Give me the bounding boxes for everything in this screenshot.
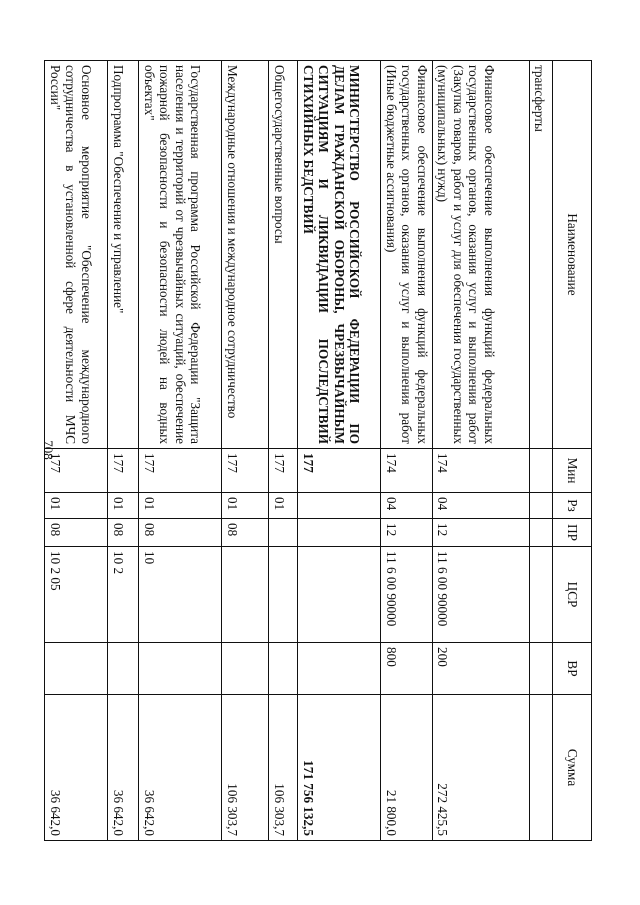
cell-min: 174 <box>381 449 433 493</box>
header-csr: ЦСР <box>553 547 592 643</box>
table-row <box>269 61 298 841</box>
table-row <box>298 61 381 841</box>
cell-vr <box>222 643 269 695</box>
cell-pr: 08 <box>108 519 139 547</box>
table-row <box>530 61 553 841</box>
cell-vr <box>298 643 381 695</box>
cell-vr <box>269 643 298 695</box>
cell-csr: 10 2 <box>108 547 139 643</box>
cell-pr <box>269 519 298 547</box>
cell-sum: 272 425,5 <box>433 695 530 841</box>
cell-min: 177 <box>108 449 139 493</box>
cell-vr: 200 <box>433 643 530 695</box>
cell-rz <box>530 493 553 519</box>
table-row <box>381 61 433 841</box>
cell-pr: 12 <box>381 519 433 547</box>
cell-pr <box>530 519 553 547</box>
cell-name: Основное мероприятие "Обеспечение международного сотрудничества в установленной сфере деятельности МЧС России" <box>45 61 108 449</box>
cell-sum: 106 303,7 <box>269 695 298 841</box>
cell-min: 177 <box>222 449 269 493</box>
cell-name: МИНИСТЕРСТВО РОССИЙСКОЙ ФЕДЕРАЦИИ ПО ДЕЛАМ ГРАЖДАНСКОЙ ОБОРОНЫ, ЧРЕЗВЫЧАЙНЫМ СИТУАЦИЯМ И ЛИКВИДАЦИИ ПОСЛЕДСТВИЙ СТИХИЙНЫХ БЕДСТВИЙ <box>298 61 381 449</box>
header-name: Наименование <box>553 61 592 449</box>
cell-csr: 11 6 00 90000 <box>381 547 433 643</box>
table-row <box>222 61 269 841</box>
cell-pr <box>298 519 381 547</box>
cell-vr: 800 <box>381 643 433 695</box>
cell-name: Государственная программа Российской Федерации "Защита населения и территорий от чрезвычайных ситуаций, обеспечение пожарной безопасности и безопасности людей на водных объектах" <box>139 61 222 449</box>
cell-csr: 11 6 00 90000 <box>433 547 530 643</box>
cell-name: Финансовое обеспечение выполнения функций федеральных государственных органов, оказания услуг и выполнения работ (Иные бюджетные ассигнования) <box>381 61 433 449</box>
table-row <box>139 61 222 841</box>
cell-min: 177 <box>45 449 108 493</box>
cell-sum: 106 303,7 <box>222 695 269 841</box>
cell-sum: 21 800,0 <box>381 695 433 841</box>
cell-rz: 01 <box>222 493 269 519</box>
header-sum: Сумма <box>553 695 592 841</box>
cell-name: трансферты <box>530 61 553 449</box>
cell-csr: 10 2 05 <box>45 547 108 643</box>
cell-min <box>530 449 553 493</box>
cell-rz: 01 <box>108 493 139 519</box>
header-min: Мин <box>553 449 592 493</box>
table-row <box>45 61 108 841</box>
cell-name: Международные отношения и международное сотрудничество <box>222 61 269 449</box>
page-number: 708 <box>41 440 56 460</box>
cell-csr: 10 <box>139 547 222 643</box>
cell-min: 177 <box>298 449 381 493</box>
cell-csr <box>222 547 269 643</box>
cell-sum: 171 756 132,5 <box>298 695 381 841</box>
cell-sum: 36 642,0 <box>108 695 139 841</box>
cell-rz <box>298 493 381 519</box>
cell-vr <box>45 643 108 695</box>
cell-min: 177 <box>139 449 222 493</box>
cell-name: Финансовое обеспечение выполнения функций федеральных государственных органов, оказания услуг и выполнения работ (Закупка товаров, работ и услуг для обеспечения государственных (муниципальных) нужд) <box>433 61 530 449</box>
cell-vr <box>139 643 222 695</box>
cell-name: Общегосударственные вопросы <box>269 61 298 449</box>
cell-vr <box>530 643 553 695</box>
cell-min: 177 <box>269 449 298 493</box>
cell-rz: 04 <box>381 493 433 519</box>
cell-rz: 01 <box>45 493 108 519</box>
cell-pr: 12 <box>433 519 530 547</box>
table-row <box>108 61 139 841</box>
cell-pr: 08 <box>139 519 222 547</box>
cell-pr: 08 <box>222 519 269 547</box>
cell-sum: 36 642,0 <box>139 695 222 841</box>
cell-rz: 01 <box>139 493 222 519</box>
header-pr: ПР <box>553 519 592 547</box>
table-header-row <box>553 61 592 841</box>
cell-sum <box>530 695 553 841</box>
cell-sum: 36 642,0 <box>45 695 108 841</box>
cell-vr <box>108 643 139 695</box>
table-row <box>433 61 530 841</box>
header-vr: ВР <box>553 643 592 695</box>
cell-pr: 08 <box>45 519 108 547</box>
cell-csr <box>298 547 381 643</box>
cell-csr <box>269 547 298 643</box>
budget-table <box>45 60 593 841</box>
cell-rz: 01 <box>269 493 298 519</box>
cell-rz: 04 <box>433 493 530 519</box>
cell-csr <box>530 547 553 643</box>
cell-name: Подпрограмма "Обеспечение и управление" <box>108 61 139 449</box>
cell-min: 174 <box>433 449 530 493</box>
header-rz: Рз <box>553 493 592 519</box>
